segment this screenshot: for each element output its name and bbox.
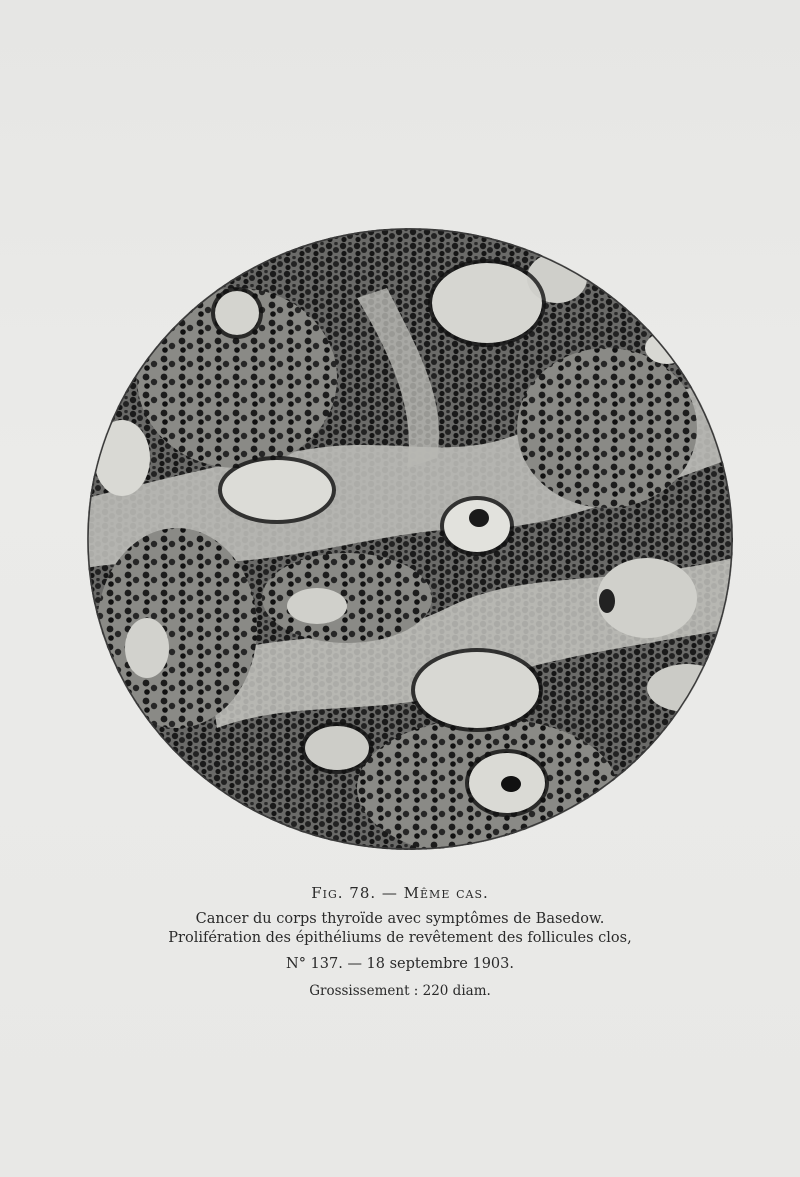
caption-line-3: N° 137. — 18 septembre 1903.	[286, 956, 514, 972]
thyroid-micrograph-image	[87, 228, 733, 850]
caption-line-2: Prolifération des épithéliums de revêtement des follicules clos,	[168, 930, 632, 946]
figure-title: Fig. 78. — Même cas.	[311, 884, 489, 902]
caption-line-4: Grossissement : 220 diam.	[309, 983, 491, 999]
caption-line-1: Cancer du corps thyroïde avec symptômes de Basedow.	[195, 911, 605, 927]
